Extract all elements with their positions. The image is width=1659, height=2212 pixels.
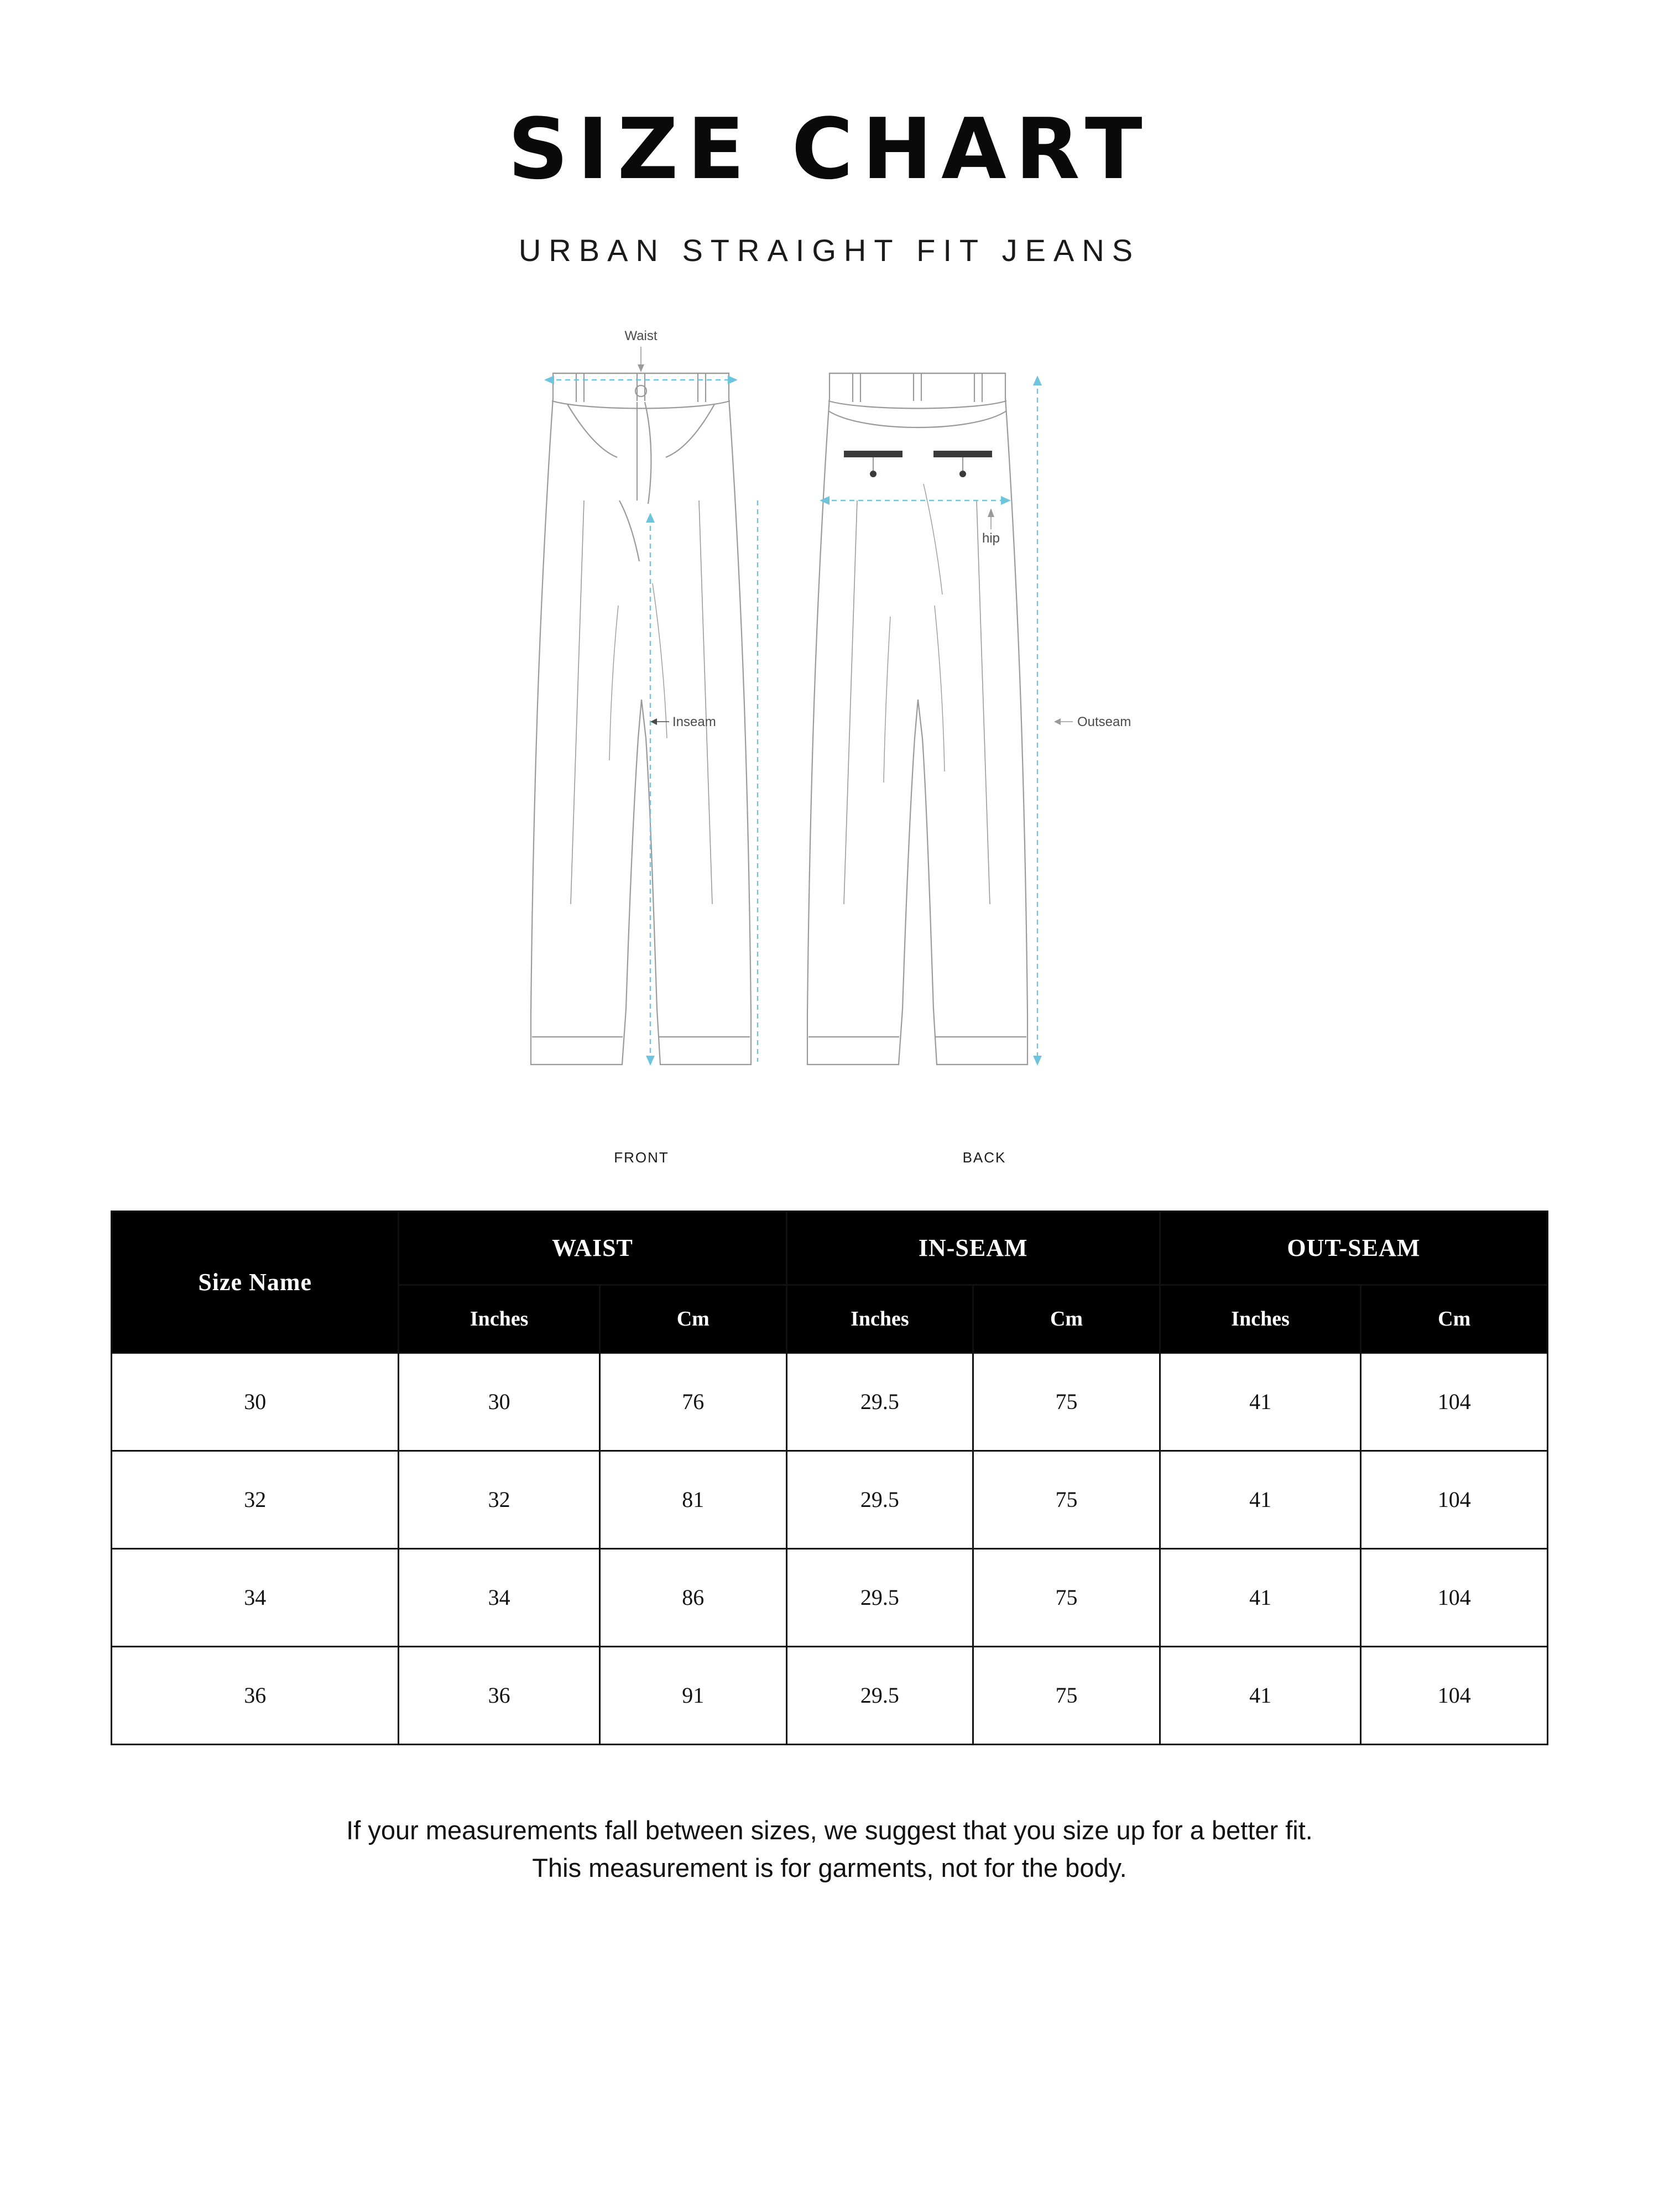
- cell-inseam-in: 29.5: [786, 1646, 973, 1744]
- note-line-1: If your measurements fall between sizes, we suggest that you size up for a better fit.: [346, 1815, 1313, 1845]
- header-waist-cm: Cm: [599, 1285, 786, 1353]
- waist-label: Waist: [624, 328, 658, 343]
- size-table: [111, 1211, 1548, 1745]
- front-jeans-svg: [487, 318, 796, 1136]
- header-outseam-inches: Inches: [1160, 1285, 1361, 1353]
- cell-outseam-in: 41: [1160, 1353, 1361, 1451]
- table-row: [112, 1548, 1548, 1646]
- cell-outseam-in: 41: [1160, 1451, 1361, 1548]
- cell-waist-cm: 76: [599, 1353, 786, 1451]
- page-header: [105, 0, 1554, 268]
- outseam-label: Outseam: [1077, 714, 1131, 729]
- back-view-figure: [796, 318, 1172, 1166]
- cell-outseam-in: 41: [1160, 1548, 1361, 1646]
- cell-size: 36: [112, 1646, 399, 1744]
- back-jeans-svg: [796, 318, 1172, 1136]
- cell-waist-cm: 86: [599, 1548, 786, 1646]
- cell-outseam-in: 41: [1160, 1646, 1361, 1744]
- page-subtitle: URBAN STRAIGHT FIT JEANS: [518, 232, 1141, 268]
- cell-size: 30: [112, 1353, 399, 1451]
- page-title: SIZE CHART: [508, 100, 1151, 198]
- header-outseam: OUT-SEAM: [1160, 1211, 1547, 1285]
- header-waist-inches: Inches: [399, 1285, 600, 1353]
- hip-label: hip: [982, 530, 1000, 546]
- cell-waist-in: 34: [399, 1548, 600, 1646]
- cell-outseam-cm: 104: [1361, 1353, 1548, 1451]
- cell-waist-in: 36: [399, 1646, 600, 1744]
- header-outseam-cm: Cm: [1361, 1285, 1548, 1353]
- cell-outseam-cm: 104: [1361, 1548, 1548, 1646]
- garment-illustration: [105, 318, 1554, 1166]
- front-view-figure: [487, 318, 796, 1166]
- front-caption: FRONT: [614, 1149, 669, 1166]
- table-row: [112, 1451, 1548, 1548]
- cell-waist-cm: 81: [599, 1451, 786, 1548]
- cell-inseam-in: 29.5: [786, 1548, 973, 1646]
- table-row: [112, 1646, 1548, 1744]
- back-caption: BACK: [962, 1149, 1006, 1166]
- header-waist: WAIST: [399, 1211, 786, 1285]
- table-row: [112, 1353, 1548, 1451]
- size-table-wrap: [105, 1211, 1554, 1745]
- cell-outseam-cm: 104: [1361, 1451, 1548, 1548]
- cell-waist-in: 30: [399, 1353, 600, 1451]
- table-header-group-row: [112, 1211, 1548, 1285]
- cell-inseam-cm: 75: [973, 1646, 1160, 1744]
- header-inseam: IN-SEAM: [786, 1211, 1160, 1285]
- cell-size: 32: [112, 1451, 399, 1548]
- cell-outseam-cm: 104: [1361, 1646, 1548, 1744]
- cell-size: 34: [112, 1548, 399, 1646]
- header-size-name: Size Name: [112, 1211, 399, 1353]
- cell-inseam-in: 29.5: [786, 1451, 973, 1548]
- header-inseam-inches: Inches: [786, 1285, 973, 1353]
- inseam-label: Inseam: [672, 714, 716, 729]
- header-inseam-cm: Cm: [973, 1285, 1160, 1353]
- cell-waist-in: 32: [399, 1451, 600, 1548]
- cell-waist-cm: 91: [599, 1646, 786, 1744]
- cell-inseam-cm: 75: [973, 1451, 1160, 1548]
- cell-inseam-cm: 75: [973, 1353, 1160, 1451]
- cell-inseam-in: 29.5: [786, 1353, 973, 1451]
- footer-note: [105, 1812, 1554, 1887]
- cell-inseam-cm: 75: [973, 1548, 1160, 1646]
- note-line-2: This measurement is for garments, not for the body.: [532, 1853, 1127, 1882]
